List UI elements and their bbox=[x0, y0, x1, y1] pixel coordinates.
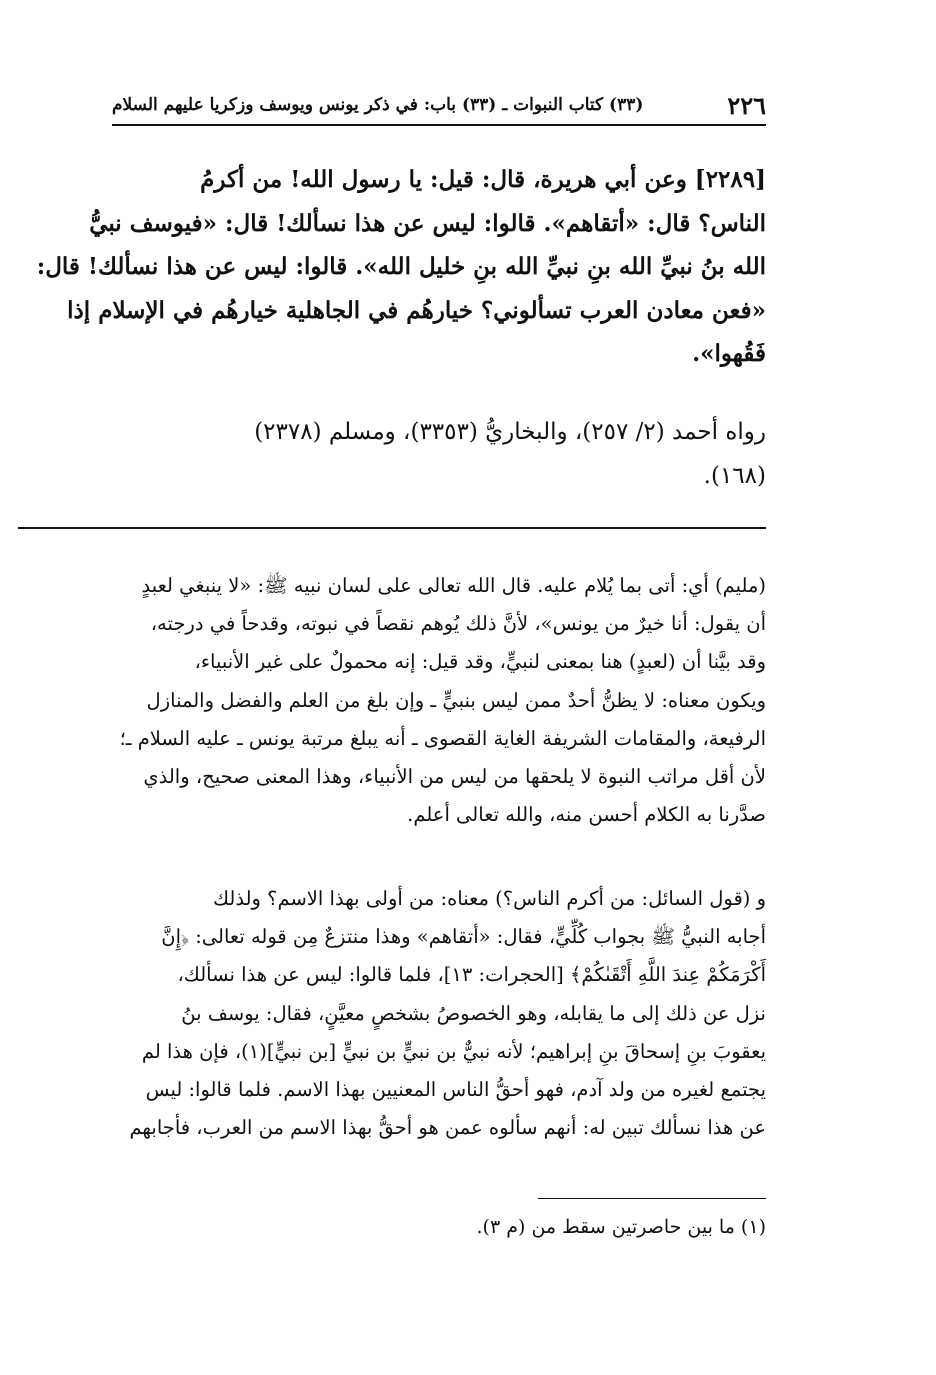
hadith-line: [٢٢٨٩] وعن أبي هريرة، قال: قيل: يا رسول الله! من أكرمُ bbox=[200, 166, 766, 193]
commentary-line: أَكْرَمَكُمْ عِندَ اللَّهِ أَتْقَىٰكُمْ﴾ [الحجرات: ١٣]، فلما قالوا: ليس عن هذا نسألك، bbox=[177, 963, 766, 987]
separator-rule bbox=[18, 527, 766, 529]
page-header bbox=[112, 88, 766, 122]
hadith-line: الناس؟ قال: «أتقاهم». قالوا: ليس عن هذا نسألك! قال: «فيوسف نبيُّ bbox=[89, 209, 766, 237]
commentary-line: صدَّرنا به الكلام أحسن منه، والله تعالى أعلم. bbox=[407, 803, 766, 827]
footnote: (١) ما بين حاصرتين سقط من (م ٣). bbox=[476, 1216, 766, 1238]
header-rule bbox=[112, 124, 766, 126]
commentary-line: نزل عن ذلك إلى ما يقابله، وهو الخصوصُ بشخصٍ معيَّنٍ، فقال: يوسف بنُ bbox=[181, 1001, 766, 1025]
commentary-line: (مليم) أي: أتى بما يُلام عليه. قال الله تعالى على لسان نبيه ﷺ: «لا ينبغي لعبدٍ bbox=[141, 574, 766, 597]
hadith-source bbox=[18, 411, 766, 498]
hadith-line: الله بنُ نبيِّ الله بنِ نبيِّ الله بنِ خليل الله». قالوا: ليس عن هذا نسألك! قال: bbox=[36, 253, 766, 280]
source-line: رواه أحمد (٢/ ٢٥٧)، والبخاريُّ (٣٣٥٣)، ومسلم (٢٣٧٨) bbox=[254, 419, 766, 445]
hadith-text bbox=[18, 158, 766, 376]
hadith-line: «فعن معادن العرب تسألوني؟ خيارهُم في الجاهلية خيارهُم في الإسلام إذا bbox=[67, 296, 766, 324]
running-title: (٣٣) كتاب النبوات ـ (٣٣) باب: في ذكر يونس ويوسف وزكريا عليهم السلام bbox=[112, 95, 644, 115]
hadith-line: فَقُهوا». bbox=[692, 340, 766, 367]
commentary-line: وقد بيَّنا أن (لعبدٍ) هنا بمعنى لنبيٍّ، وقد قيل: إنه محمولٌ على غير الأنبياء، bbox=[194, 650, 766, 674]
commentary-line: أن يقول: أنا خيرٌ من يونس»، لأنَّ ذلك يُوهم نقصاً في نبوته، وقدحاً في درجته، bbox=[150, 612, 766, 636]
commentary-line: الرفيعة، والمقامات الشريفة الغاية القصوى ـ أنه يبلغ مرتبة يونس ـ عليه السلام ـ؛ bbox=[119, 726, 766, 750]
commentary-line: أجابه النبيُّ ﷺ بجواب كُلِّيٍّ، فقال: «أتقاهم» وهذا منتزعٌ مِن قوله تعالى: ﴿إِنَّ bbox=[161, 925, 766, 949]
source-line: (١٦٨). bbox=[703, 462, 766, 489]
footnote-rule bbox=[538, 1198, 766, 1199]
commentary-line: عن هذا نسألك تبين له: أنهم سألوه عمن هو أحقُّ بهذا الاسم من العرب، فأجابهم bbox=[129, 1116, 766, 1140]
commentary-paragraph-1 bbox=[18, 567, 766, 834]
commentary-line: ويكون معناه: لا يظنُّ أحدٌ ممن ليس بنبيٍّ ـ وإن بلغ من العلم والفضل والمنازل bbox=[146, 688, 766, 712]
commentary-paragraph-2 bbox=[18, 880, 766, 1147]
commentary-line: يجتمع لغيره من ولد آدم، فهو أحقُّ الناس المعنيين بهذا الاسم. فلما قالوا: ليس bbox=[145, 1078, 766, 1102]
commentary-line: يعقوبَ بنِ إسحاقَ بنِ إبراهيم؛ لأنه نبيٌّ بن نبيٍّ بن نبيٍّ [بن نبيٍّ](١)، فإن هذا لم bbox=[141, 1039, 766, 1063]
commentary-line: لأن أقل مراتب النبوة لا يلحقها من ليس من الأنبياء، وهذا المعنى صحيح، والذي bbox=[143, 765, 766, 789]
page-number: ٢٢٦ bbox=[727, 90, 766, 120]
commentary-line: و (قول السائل: من أكرم الناس؟) معناه: من أولى بهذا الاسم؟ ولذلك bbox=[212, 887, 766, 910]
